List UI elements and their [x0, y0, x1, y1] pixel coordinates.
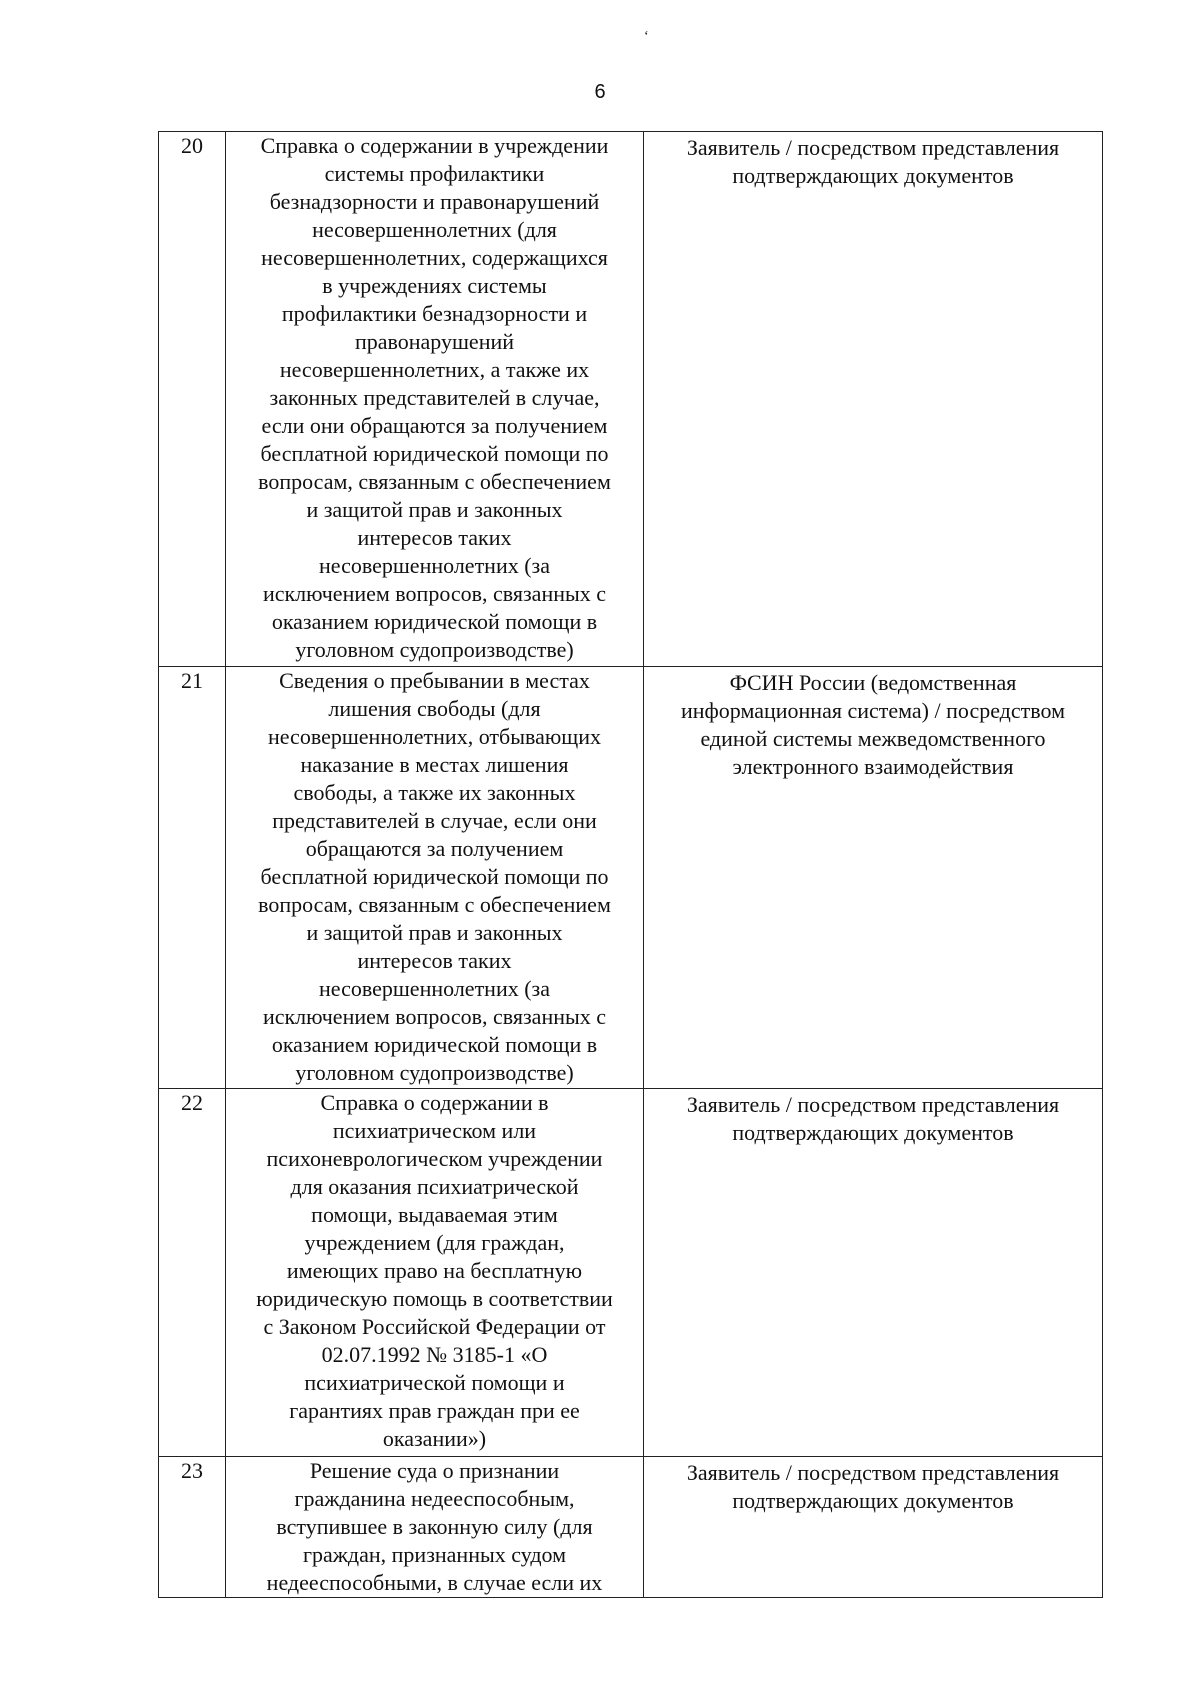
scan-mark: ʻ [644, 29, 649, 44]
document-source: Заявитель / посредством представления подтверждающих документов [644, 132, 1103, 667]
table-row [159, 667, 1103, 1089]
document-description: Решение суда о признании гражданина недееспособным, вступившее в законную силу (для граждан, признанных судом недееспособными, в случае если их [226, 1457, 644, 1598]
document-source: Заявитель / посредством представления подтверждающих документов [644, 1457, 1103, 1598]
document-description: Сведения о пребывании в местах лишения свободы (для несовершеннолетних, отбывающих наказание в местах лишения свободы, а также их законных представителей в случае, если они обращаются за получением бесплатной юридической помощи по вопросам, связанным с обеспечением и защитой прав и законных интересов таких несовершеннолетних (за исключением вопросов, связанных с оказанием юридической помощи в уголовном судопроизводстве) [226, 667, 644, 1089]
document-description: Справка о содержании в психиатрическом или психоневрологическом учреждении для оказания психиатрической помощи, выдаваемая этим учреждением (для граждан, имеющих право на бесплатную юридическую помощь в соответствии с Законом Российской Федерации от 02.07.1992 № 3185-1 «О психиатрической помощи и гарантиях прав граждан при ее оказании») [226, 1089, 644, 1457]
document-source: ФСИН России (ведомственная информационная система) / посредством единой системы межведомственного электронного взаимодействия [644, 667, 1103, 1089]
row-number: 21 [159, 667, 226, 1089]
document-description: Справка о содержании в учреждении системы профилактики безнадзорности и правонарушений несовершеннолетних (для несовершеннолетних, содержащихся в учреждениях системы профилактики безнадзорности и правонарушений несовершеннолетних, а также их законных представителей в случае, если они обращаются за получением бесплатной юридической помощи по вопросам, связанным с обеспечением и защитой прав и законных интересов таких несовершеннолетних (за исключением вопросов, связанных с оказанием юридической помощи в уголовном судопроизводстве) [226, 132, 644, 667]
documents-table [158, 131, 1103, 1598]
page-number: 6 [594, 81, 606, 103]
document-source: Заявитель / посредством представления подтверждающих документов [644, 1089, 1103, 1457]
table-row [159, 132, 1103, 667]
row-number: 23 [159, 1457, 226, 1598]
table-row [159, 1089, 1103, 1457]
row-number: 22 [159, 1089, 226, 1457]
table-row [159, 1457, 1103, 1598]
row-number: 20 [159, 132, 226, 667]
